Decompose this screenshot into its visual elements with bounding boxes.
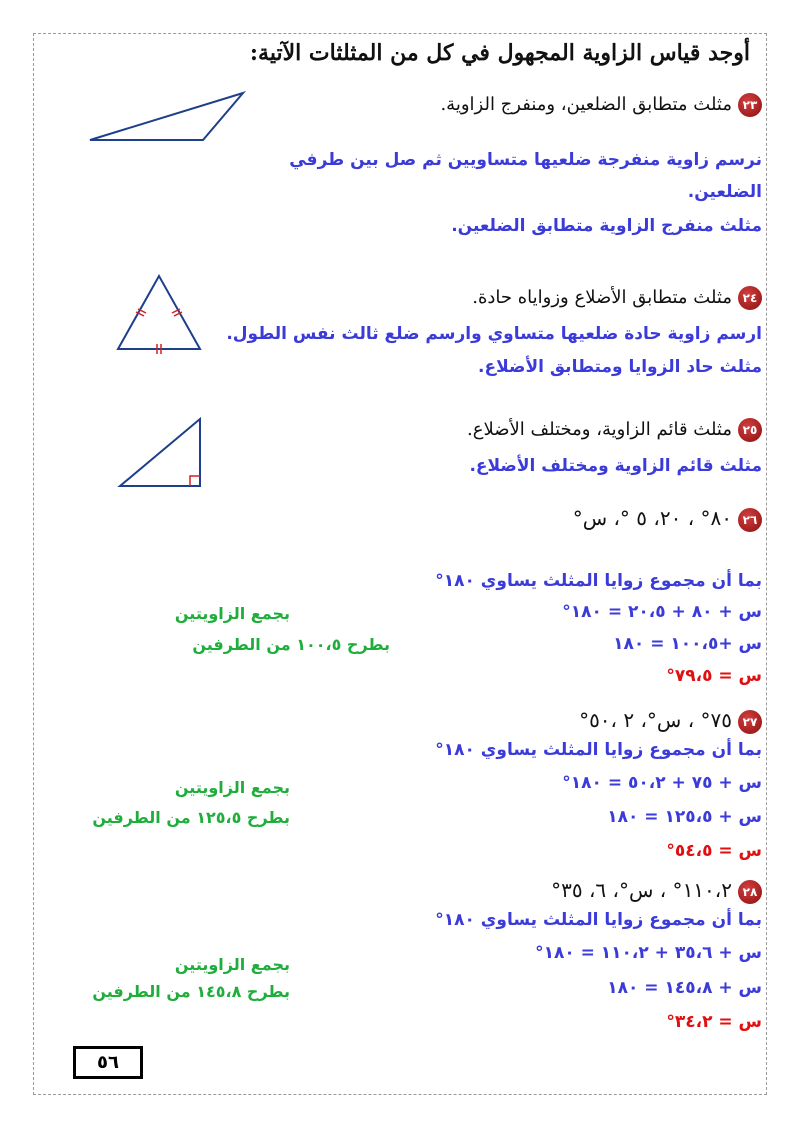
problem-23-statement-row [440, 93, 762, 117]
problem-28-given: ١١٠،٢° ، س°، ٦، ٣٥° [551, 878, 732, 902]
problem-28-answer: س = ٣٤،٢° [666, 1012, 762, 1032]
problem-26-number-badge: ٢٦ [738, 508, 762, 532]
problem-27-given-row [579, 708, 762, 734]
page-frame [33, 33, 767, 1095]
problem-24-statement-row [472, 286, 762, 310]
obtuse-isosceles-triangle-figure [85, 90, 250, 145]
problem-27-step-1: س + ٧٥ + ٥٠،٢ = ١٨٠° [562, 773, 762, 793]
problem-28-rule: بما أن مجموع زوايا المثلث يساوي ١٨٠° [435, 910, 762, 930]
right-scalene-triangle-figure [116, 415, 204, 490]
problem-25-number-badge: ٢٥ [738, 418, 762, 442]
problem-24-solution-line-2: مثلث حاد الزوايا ومتطابق الأضلاع. [478, 357, 762, 377]
problem-24-statement: مثلث متطابق الأضلاع وزواياه حادة. [472, 287, 732, 308]
page-number: ٥٦ [73, 1046, 143, 1079]
problem-26-step-1: س + ٨٠ + ٢٠،٥ = ١٨٠° [562, 602, 762, 622]
problem-25-solution-line-1: مثلث قائم الزاوية ومختلف الأضلاع. [469, 456, 762, 476]
problem-24-solution-line-1: ارسم زاوية حادة ضلعيها متساوي وارسم ضلع ثالث نفس الطول. [226, 324, 762, 344]
problem-28-step-2: س + ١٤٥،٨ = ١٨٠ [607, 978, 762, 998]
problem-28-note-2: بطرح ١٤٥،٨ من الطرفين [92, 982, 290, 1001]
problem-23-number-badge: ٢٣ [738, 93, 762, 117]
problem-28-number-badge: ٢٨ [738, 880, 762, 904]
problem-27-note-1: بجمع الزاويتين [174, 778, 290, 797]
problem-27-note-2: بطرح ١٢٥،٥ من الطرفين [92, 808, 290, 827]
problem-23-statement: مثلث متطابق الضلعين، ومنفرج الزاوية. [440, 94, 732, 115]
problem-23-solution-line-1: نرسم زاوية منفرجة ضلعيها متساويين ثم صل بين طرفي [289, 150, 762, 170]
problem-28-given-row [551, 878, 762, 904]
problem-26-note-2: بطرح ١٠٠،٥ من الطرفين [192, 635, 390, 654]
problem-27-answer: س = ٥٤،٥° [666, 841, 762, 861]
equilateral-triangle-figure [113, 272, 205, 354]
page-heading: أوجد قياس الزاوية المجهول في كل من المثلثات الآتية: [249, 40, 750, 66]
problem-25-statement: مثلث قائم الزاوية، ومختلف الأضلاع. [467, 419, 732, 440]
problem-26-answer: س = ٧٩،٥° [666, 666, 762, 686]
problem-26-given-row [573, 506, 762, 532]
problem-27-number-badge: ٢٧ [738, 710, 762, 734]
problem-28-step-1: س + ٣٥،٦ + ١١٠،٢ = ١٨٠° [535, 943, 762, 963]
problem-23-solution-line-2: الضلعين. [687, 182, 762, 202]
problem-27-step-2: س + ١٢٥،٥ = ١٨٠ [607, 807, 762, 827]
problem-26-rule: بما أن مجموع زوايا المثلث يساوي ١٨٠° [435, 571, 762, 591]
problem-27-given: ٧٥° ، س°، ٢ ،٥٠° [579, 708, 732, 732]
problem-26-note-1: بجمع الزاويتين [174, 604, 290, 623]
problem-25-statement-row [467, 418, 762, 442]
problem-26-given: ٨٠° ، ٢٠، ٥ °، س° [572, 506, 732, 530]
problem-23-solution-line-3: مثلث منفرج الزاوية متطابق الضلعين. [451, 216, 762, 236]
problem-26-step-2: س +١٠٠،٥ = ١٨٠ [613, 634, 762, 654]
problem-24-number-badge: ٢٤ [738, 286, 762, 310]
problem-28-note-1: بجمع الزاويتين [174, 955, 290, 974]
problem-27-rule: بما أن مجموع زوايا المثلث يساوي ١٨٠° [435, 740, 762, 760]
